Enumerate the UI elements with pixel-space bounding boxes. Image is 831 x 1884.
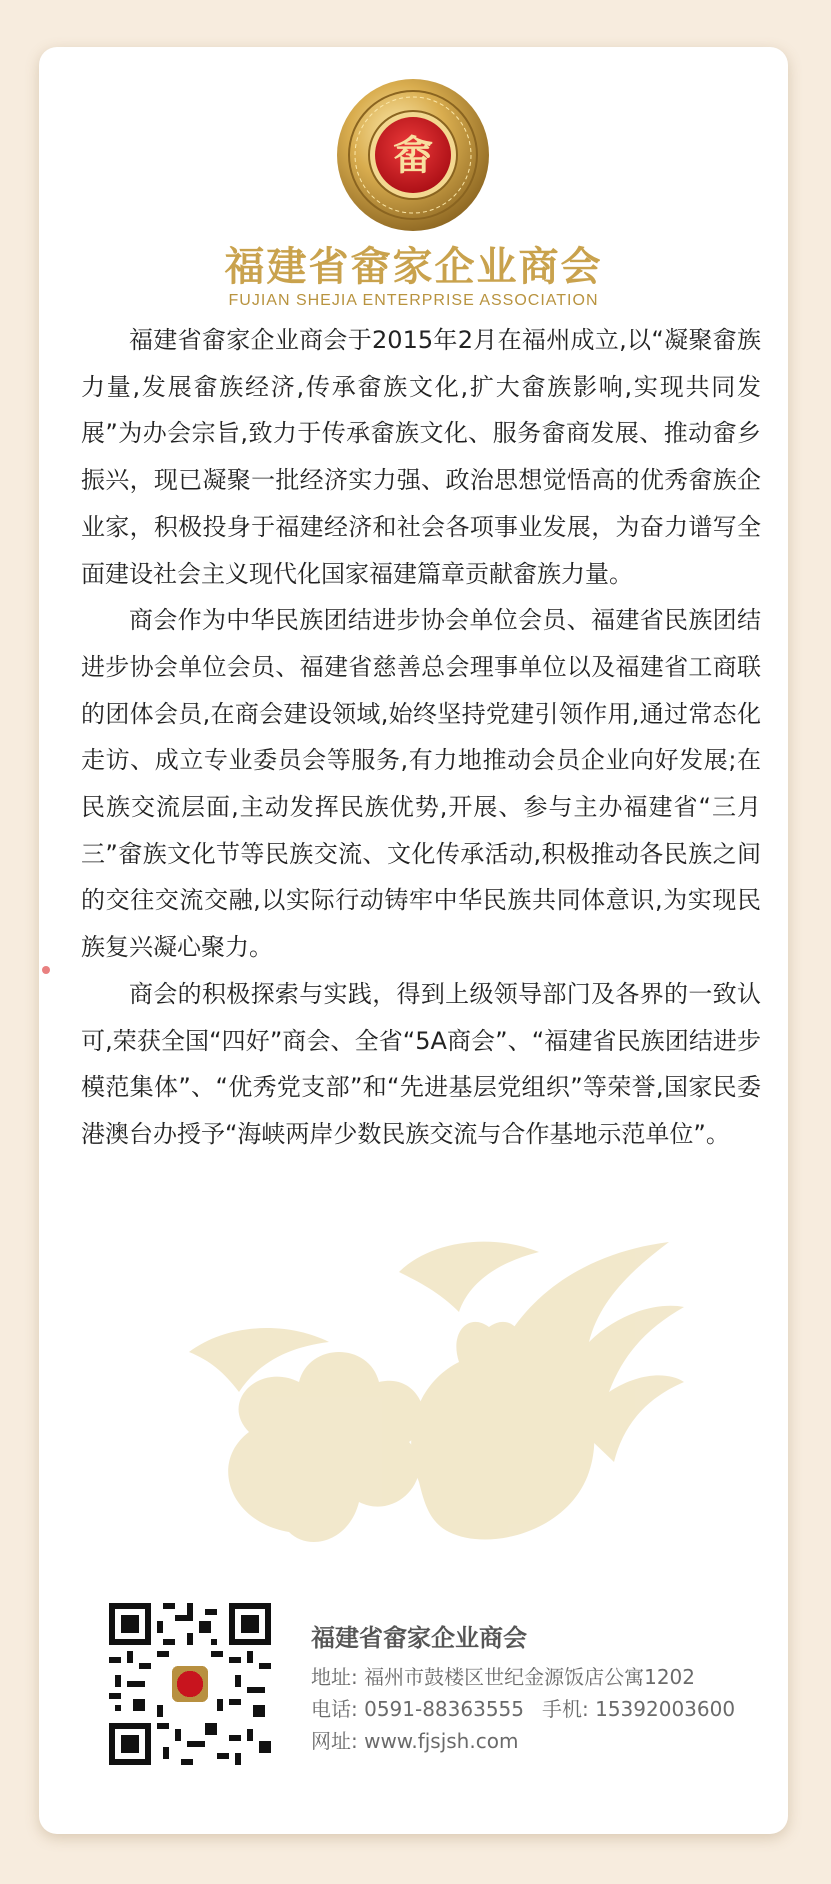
intro-paragraph: 福建省畲家企业商会于2015年2月在福州成立,以“凝聚畲族力量,发展畲族经济,传承畲族文化,扩大畲族影响,实现共同发展”为办会宗旨,致力于传承畲族文化、服务畲商发展、推动畲乡振兴，现已凝聚一批经济实力强、政治思想觉悟高的优秀畲族企业家，积极投身于福建经济和社会各项事业发展，为奋力谱写全面建设社会主义现代化国家福建篇章贡献畲族力量。 bbox=[81, 326, 761, 588]
intro-paragraph: 商会的积极探索与实践，得到上级领导部门及各界的一致认可,荣获全国“四好”商会、全省“5A商会”、“福建省民族团结进步模范集体”、“优秀党支部”和“先进基层党组织”等荣誉,国家民委港澳台办授予“海峡两岸少数民族交流与合作基地示范单位”。 bbox=[81, 979, 761, 1148]
association-card bbox=[39, 47, 788, 1834]
contact-mobile[interactable]: 手机: 15392003600 bbox=[542, 1697, 736, 1721]
contact-address: 地址: 福州市鼓楼区世纪金源饭店公寓1202 bbox=[311, 1665, 695, 1689]
phoenix-watermark-icon bbox=[169, 1232, 689, 1632]
contact-info bbox=[311, 1621, 771, 1757]
decorative-dot bbox=[42, 966, 50, 974]
association-introduction bbox=[81, 317, 761, 1158]
svg-text:畲: 畲 bbox=[393, 132, 433, 179]
org-title-chinese: 福建省畲家企业商会 bbox=[224, 243, 603, 290]
contact-phones bbox=[311, 1693, 771, 1725]
intro-paragraph: 商会作为中华民族团结进步协会单位会员、福建省民族团结进步协会单位会员、福建省慈善总会理事单位以及福建省工商联的团体会员,在商会建设领域,始终坚持党建引领作用,通过常态化走访、成立专业委员会等服务,有力地推动会员企业向好发展;在民族交流层面,主动发挥民族优势,开展、参与主办福建省“三月三”畲族文化节等民族交流、文化传承活动,积极推动各民族之间的交往交流交融,以实际行动铸牢中华民族共同体意识,为实现民族复兴凝心聚力。 bbox=[81, 606, 761, 962]
contact-org-name: 福建省畲家企业商会 bbox=[311, 1624, 527, 1652]
contact-phone[interactable]: 电话: 0591-88363555 bbox=[311, 1697, 525, 1721]
association-emblem-icon bbox=[335, 77, 491, 233]
org-title-english: FUJIAN SHEJIA ENTERPRISE ASSOCIATION bbox=[228, 292, 599, 309]
contact-website[interactable]: 网址: www.fjsjsh.com bbox=[311, 1729, 519, 1753]
